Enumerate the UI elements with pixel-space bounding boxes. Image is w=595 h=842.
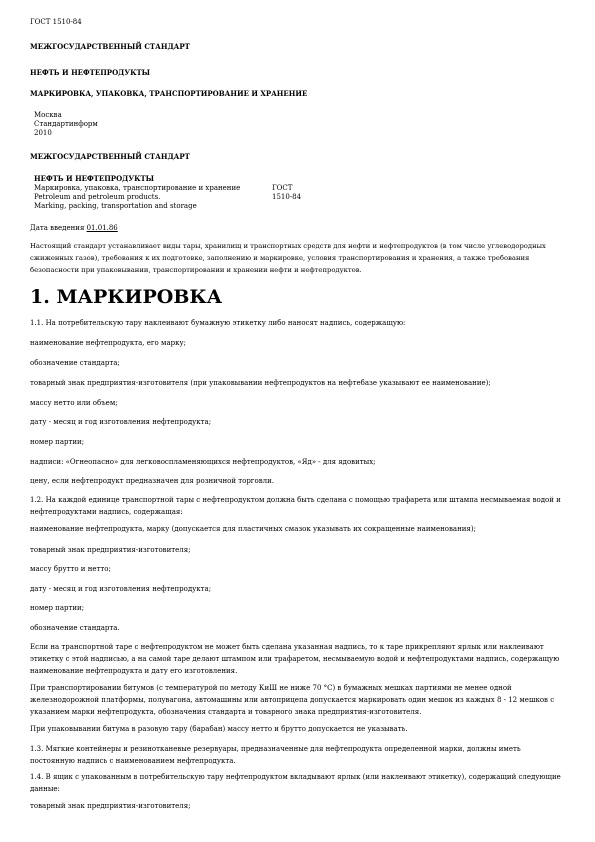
- standard-type-2: МЕЖГОСУДАРСТВЕННЫЙ СТАНДАРТ: [30, 152, 190, 161]
- title-en-2: Marking, packing, transportation and storage: [34, 202, 197, 210]
- paragraph-bitumen-drum: При упаковывании битума в разовую тару (барабан) массу нетто и брутто допускается не указывать.: [30, 725, 408, 733]
- title-ru: Маркировка, упаковка, транспортирование и хранение: [34, 184, 241, 192]
- section-heading: 1. МАРКИРОВКА: [30, 286, 223, 308]
- paragraph-tag-note: Если на транспортной таре с нефтепродуктом не может быть сделана указанная надпись, то к таре прикрепляют ярлык или наклеивают этикетку с этой надписью, а на самой таре делают штампом или трафаретом, несмываемую водой и нефтепродуктами надпись, содержащую наименование нефтепродукта и дату его изготовления.: [30, 643, 560, 675]
- list-item: номер партии;: [30, 604, 85, 612]
- list-item: массу брутто и нетто;: [30, 565, 111, 573]
- gost-number: 1510-84: [272, 193, 302, 201]
- paragraph-1-3: 1.3. Мягкие контейнеры и резинотканевые резервуары, предназначенные для нефтепродукта определенной марки, должны иметь постоянную надпись с наименованием нефтепродукта.: [30, 745, 521, 765]
- intro-paragraph: Настоящий стандарт устанавливает виды тары, хранилищ и транспортных средств для нефти и нефтепродуктов (в том числе углеводородных сжиженных газов), требования к их подготовке, заполнению и маркировке, условия транспортирования и хранения, а также требования безопасности при упаковывании, транспортировании и хранении нефти и нефтепродуктов.: [30, 242, 546, 274]
- list-item: обозначение стандарта.: [30, 624, 120, 632]
- list-item: наименование нефтепродукта, марку (допускается для пластичных смазок указывать их сокращенные наименования);: [30, 525, 476, 533]
- list-item: наименование нефтепродукта, его марку;: [30, 339, 186, 347]
- paragraph-1-2: 1.2. На каждой единице транспортной тары с нефтепродуктом должна быть сделана с помощью трафарета или штампа несмываемая водой и нефтепродуктами надпись, содержащая:: [30, 496, 561, 516]
- list-item: дату - месяц и год изготовления нефтепродукта;: [30, 418, 212, 426]
- gost-label: ГОСТ: [272, 184, 293, 192]
- list-item: товарный знак предприятия-изготовителя;: [30, 546, 191, 554]
- list-item: дату - месяц и год изготовления нефтепродукта;: [30, 585, 212, 593]
- year: 2010: [34, 129, 52, 137]
- document-title: МАРКИРОВКА, УПАКОВКА, ТРАНСПОРТИРОВАНИЕ И ХРАНЕНИЕ: [30, 89, 308, 98]
- list-item: товарный знак предприятия-изготовителя (при упаковывании нефтепродуктов на нефтебазе указывают ее наименование);: [30, 379, 491, 387]
- list-item: номер партии;: [30, 438, 85, 446]
- list-item: обозначение стандарта;: [30, 359, 120, 367]
- publisher: Стандартинформ: [34, 120, 98, 128]
- paragraph-1-1: 1.1. На потребительскую тару наклеивают бумажную этикетку либо наносят надпись, содержащую:: [30, 319, 406, 327]
- list-item: надписи: «Огнеопасно» для легковоспламеняющихся нефтепродуктов, «Яд» - для ядовитых;: [30, 458, 376, 466]
- title-en-1: Petroleum and petroleum products.: [34, 193, 161, 201]
- city: Москва: [34, 111, 62, 119]
- subject: НЕФТЬ И НЕФТЕПРОДУКТЫ: [30, 68, 151, 77]
- list-item: товарный знак предприятия-изготовителя;: [30, 802, 191, 810]
- intro-date-line: [30, 224, 118, 233]
- intro-label: Дата введения: [30, 224, 85, 232]
- subject-2: НЕФТЬ И НЕФТЕПРОДУКТЫ: [34, 174, 155, 183]
- list-item: цену, если нефтепродукт предназначен для розничной торговли.: [30, 477, 274, 485]
- paragraph-1-4: 1.4. В ящик с упакованным в потребительскую тару нефтепродуктом вкладывают ярлык (или наклеивают этикетку), содержащий следующие данные:: [30, 773, 561, 793]
- doc-id: ГОСТ 1510-84: [30, 18, 82, 26]
- paragraph-bitumen: При транспортировании битумов (с температурой по методу КиШ не ниже 70 °С) в бумажных мешках партиями не менее одной железнодорожной платформы, полувагона, автомашины или автоприцепа допускается маркировать один мешок из каждых 8 - 12 мешков с указанием марки нефтепродукта, обозначения стандарта и товарного знака предприятия-изготовителя.: [30, 684, 555, 716]
- intro-date: 01.01.86: [86, 224, 118, 232]
- standard-type: МЕЖГОСУДАРСТВЕННЫЙ СТАНДАРТ: [30, 42, 190, 51]
- list-item: массу нетто или объем;: [30, 399, 118, 407]
